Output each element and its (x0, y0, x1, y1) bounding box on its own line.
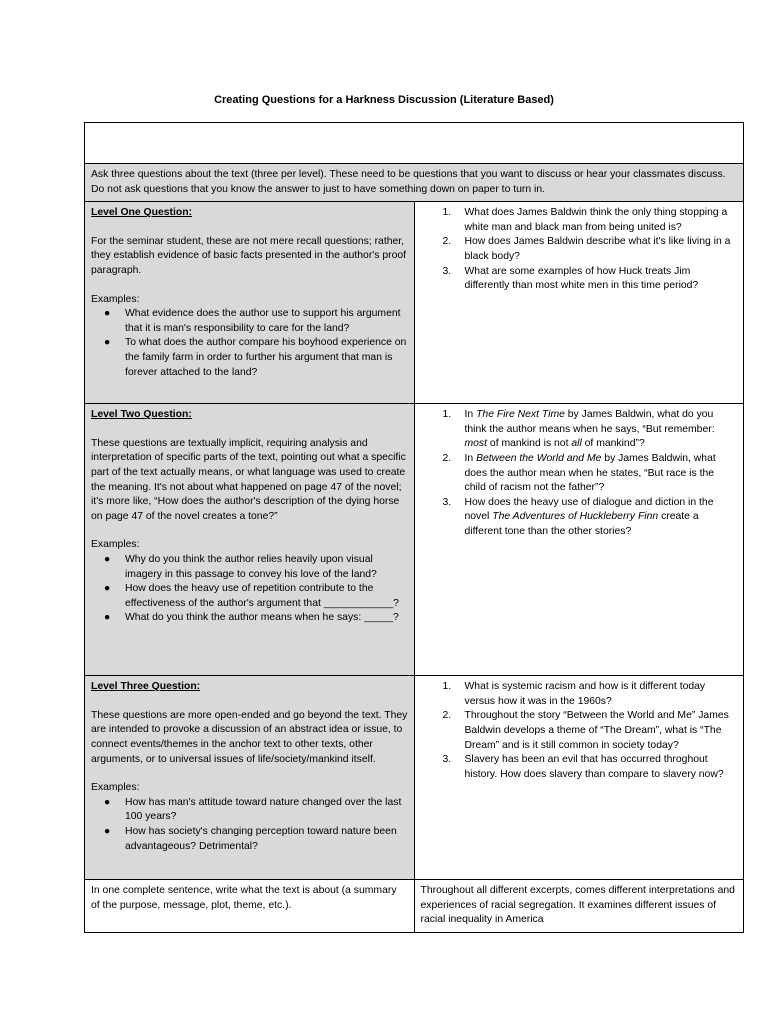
question-text: Throughout the story “Between the World and Me” James Baldwin develops a theme of “The Dream”, what is “The Dream” and is it still common in society today? (464, 710, 729, 751)
level-two-examples-label: Examples: (91, 539, 140, 551)
question-number: 3. (442, 754, 452, 766)
page-title: Creating Questions for a Harkness Discussion (Literature Based) (214, 94, 554, 106)
level-one-examples (91, 307, 408, 380)
example-item (91, 582, 408, 611)
question-item (421, 709, 738, 753)
question-text: What does James Baldwin think the only thing stopping a white man and black man from being united is? (464, 207, 728, 233)
instructions-row (85, 164, 744, 202)
level-one-examples-label: Examples: (91, 293, 140, 305)
example-item (91, 611, 408, 626)
emphasis: most (464, 438, 488, 450)
summary-prompt: In one complete sentence, write what the text is about (a summary of the purpose, message, plot, theme, etc.). (85, 880, 415, 933)
level-one-answers (414, 202, 744, 404)
level-one-heading: Level One Question: (91, 207, 193, 219)
level-two-examples (91, 553, 408, 626)
bullet-icon: ● (104, 612, 111, 624)
question-item (421, 265, 738, 294)
example-text: How has society's changing perception toward nature been advantageous? Detrimental? (125, 825, 397, 852)
bullet-icon: ● (104, 308, 111, 320)
level-three-description: These questions are more open-ended and go beyond the text. They are intended to provoke a discussion of an abstract idea or issue, to connect events/themes in the anchor text to other texts, other arguments, or to universal issues of life/society/mankind itself. (91, 709, 408, 765)
level-two-row (85, 404, 744, 676)
question-item (421, 452, 738, 496)
summary-answer: Throughout all different excerpts, comes different interpretations and experiences of racial segregation. It examines different issues of racial inequality in America (414, 880, 744, 933)
question-text: In The Fire Next Time by James Baldwin, what do you think the author means when he says, “But remember: most of mankind is not all of mankind”? (464, 409, 715, 450)
question-text: Slavery has been an evil that has occurred throghout history. How does slavery than compare to slavery now? (464, 754, 724, 780)
question-text: In Between the World and Me by James Baldwin, what does the author mean when he states, “But race is the child of racism not the father”? (464, 452, 716, 494)
instructions-cell: Ask three questions about the text (three per level). These need to be questions that you want to discuss or hear your classmates discuss. Do not ask questions that you know the answer to just to have something down on paper to turn in. (85, 164, 744, 202)
question-number: 1. (442, 207, 452, 219)
emphasis: all (571, 438, 582, 450)
question-item (421, 753, 738, 782)
example-text: How does the heavy use of repetition contribute to the effectiveness of the author's argument that ____________? (125, 583, 399, 609)
level-two-question-list (421, 408, 738, 539)
harkness-table (84, 122, 744, 933)
bullet-icon: ● (104, 553, 111, 565)
bullet-icon: ● (104, 825, 111, 837)
question-text: How does James Baldwin describe what it's like living in a black body? (464, 236, 731, 262)
question-number: 3. (442, 265, 452, 277)
level-one-row (85, 202, 744, 404)
level-three-row (85, 676, 744, 880)
level-two-prompt (85, 404, 415, 676)
question-item (421, 206, 738, 235)
question-number: 2. (442, 452, 452, 464)
book-title: The Adventures of Huckleberry Finn (492, 511, 659, 523)
question-text: How does the heavy use of dialogue and diction in the novel The Adventures of Huckleberry Finn create a different tone than the other stories? (464, 496, 714, 537)
level-three-examples (91, 796, 408, 854)
level-one-question-list (421, 206, 738, 294)
level-three-heading: Level Three Question: (91, 681, 201, 693)
example-item (91, 796, 408, 825)
question-item (421, 496, 738, 540)
level-two-description: These questions are textually implicit, requiring analysis and interpretation of specific parts of the text, pointing out what a specific part of the text actually means, or what language was used to create the meaning. It's not about what happened on page 47 of the novel; it's more like, “How does the author's description of the dying horse on page 47 of the novel creates a tone?” (91, 437, 406, 522)
bullet-icon: ● (104, 796, 111, 808)
example-text: Why do you think the author relies heavily upon visual imagery in this passage to convey his love of the land? (125, 553, 377, 580)
example-text: To what does the author compare his boyhood experience on the family farm in order to further his argument that man is forever attached to the land? (125, 337, 407, 378)
example-item (91, 825, 408, 854)
blank-cell (85, 123, 744, 164)
level-three-answers (414, 676, 744, 880)
question-number: 2. (442, 710, 452, 722)
level-one-description: For the seminar student, these are not mere recall questions; rather, they establish evidence of basic facts presented in the author's proof paragraph. (91, 235, 407, 276)
question-item (421, 680, 738, 709)
summary-row (85, 880, 744, 933)
book-title: Between the World and Me (476, 452, 602, 464)
question-number: 2. (442, 236, 452, 248)
question-text: What are some examples of how Huck treats Jim differently than most white men in this time period? (464, 265, 699, 292)
level-one-prompt (85, 202, 415, 404)
question-item (421, 235, 738, 264)
bullet-icon: ● (104, 583, 111, 595)
example-item (91, 336, 408, 380)
question-number: 1. (442, 681, 452, 693)
bullet-icon: ● (104, 337, 111, 349)
example-text: What do you think the author means when he says: _____? (125, 612, 399, 624)
level-two-answers (414, 404, 744, 676)
question-text: What is systemic racism and how is it different today versus how it was in the 1960s? (464, 681, 706, 707)
blank-row (85, 123, 744, 164)
question-item (421, 408, 738, 452)
book-title: The Fire Next Time (476, 409, 565, 421)
example-text: How has man's attitude toward nature changed over the last 100 years? (125, 796, 402, 823)
question-number: 3. (442, 496, 452, 508)
level-three-prompt (85, 676, 415, 880)
level-two-heading: Level Two Question: (91, 409, 192, 421)
level-three-examples-label: Examples: (91, 782, 140, 794)
example-item (91, 553, 408, 582)
question-number: 1. (442, 409, 452, 421)
example-text: What evidence does the author use to support his argument that it is man's responsibility to care for the land? (125, 308, 401, 334)
example-item (91, 307, 408, 336)
level-three-question-list (421, 680, 738, 782)
